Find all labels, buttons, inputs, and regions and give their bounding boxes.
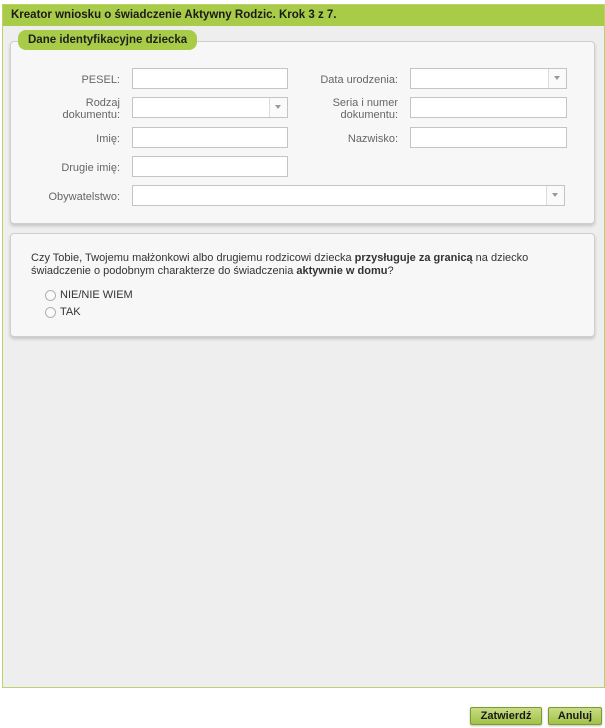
chevron-down-icon[interactable] bbox=[548, 69, 566, 88]
question-text-bold2: aktywnie w domu bbox=[296, 265, 388, 277]
pesel-input[interactable] bbox=[132, 68, 288, 89]
pesel-label: PESEL: bbox=[81, 74, 120, 86]
citizenship-select[interactable] bbox=[132, 185, 565, 206]
question-text-part3: ? bbox=[387, 265, 394, 277]
last-name-label: Nazwisko: bbox=[347, 133, 398, 145]
window-title: Kreator wniosku o świadczenie Aktywny Rodzic. Krok 3 z 7. bbox=[3, 5, 604, 26]
doc-number-label-line1: Seria i numer bbox=[332, 97, 398, 109]
foreign-benefit-panel bbox=[10, 233, 595, 337]
confirm-button[interactable]: Zatwierdź bbox=[470, 707, 542, 725]
doc-number-label bbox=[300, 97, 398, 121]
second-name-label: Drugie imię: bbox=[61, 162, 120, 174]
doc-number-label-line2: dokumentu: bbox=[340, 109, 398, 121]
radio-label-yes[interactable]: TAK bbox=[60, 306, 81, 318]
foreign-benefit-question bbox=[31, 252, 551, 278]
last-name-input[interactable] bbox=[410, 127, 567, 148]
question-text-part1: Czy Tobie, Twojemu małżonkowi albo drugiemu rodzicowi dziecka bbox=[31, 252, 355, 264]
doc-type-label bbox=[40, 97, 120, 121]
chevron-down-icon[interactable] bbox=[269, 98, 287, 117]
cancel-button[interactable]: Anuluj bbox=[548, 707, 602, 725]
doc-number-input[interactable] bbox=[410, 97, 567, 118]
birth-date-label: Data urodzenia: bbox=[320, 74, 398, 86]
doc-type-label-line1: Rodzaj bbox=[85, 97, 120, 109]
section-legend-child-data: Dane identyfikacyjne dziecka bbox=[18, 30, 197, 50]
chevron-down-icon[interactable] bbox=[546, 186, 564, 205]
radio-circle-yes[interactable] bbox=[45, 307, 56, 318]
doc-type-label-line2: dokumentu: bbox=[62, 109, 120, 121]
question-text-bold1: przysługuje za granicą bbox=[354, 252, 473, 264]
citizenship-label: Obywatelstwo: bbox=[48, 191, 120, 203]
doc-type-select[interactable] bbox=[132, 97, 288, 118]
first-name-label: Imię: bbox=[96, 133, 120, 145]
first-name-input[interactable] bbox=[132, 127, 288, 148]
radio-circle-no[interactable] bbox=[45, 290, 56, 301]
second-name-input[interactable] bbox=[132, 156, 288, 177]
birth-date-select[interactable] bbox=[410, 68, 567, 89]
radio-label-no[interactable]: NIE/NIE WIEM bbox=[60, 289, 133, 301]
question-text-part2: na dziecko świadczenie o podobnym charakterze do świadczenia bbox=[31, 252, 529, 277]
